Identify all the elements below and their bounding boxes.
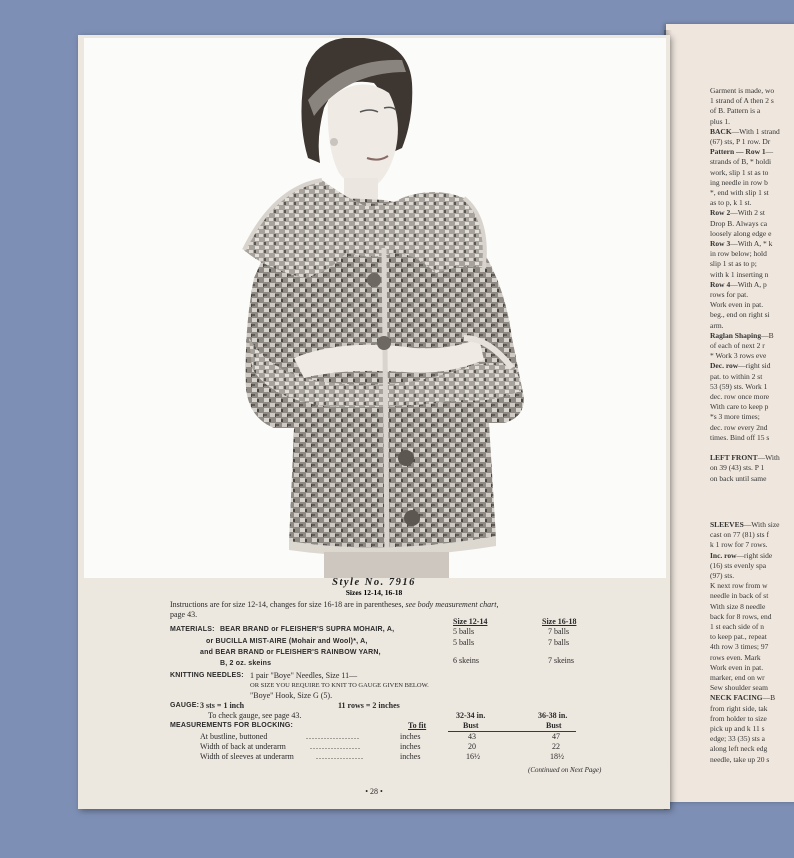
- measure-row-3-col2: 18½: [550, 752, 564, 761]
- measure-row-1-col1: 43: [468, 732, 476, 741]
- right-page-line-text: with k 1 inserting n: [710, 269, 769, 279]
- right-page-line-text: *s 3 more times;: [710, 412, 760, 422]
- right-page-line-text: work, slip 1 st as to: [710, 167, 769, 177]
- right-page-line: [710, 704, 768, 714]
- right-page-line-text: K next row from w: [710, 581, 768, 591]
- right-page-line-text: —With A, p: [730, 279, 767, 289]
- right-page-line-text: Garment is made, wo: [710, 86, 775, 95]
- right-page-line: [710, 433, 769, 443]
- right-page-line-text: rows for pat.: [710, 290, 749, 299]
- right-page-line-text: pat. to within 2 st: [710, 371, 763, 381]
- right-page-line: [710, 673, 765, 683]
- measure-row-2-leader: .................: [310, 742, 361, 751]
- right-page-line: [710, 372, 762, 382]
- right-page-line-text: —B: [762, 693, 776, 703]
- material-1-size-1: 5 balls: [453, 627, 475, 636]
- right-page-line: [710, 612, 771, 622]
- right-page-line: [710, 653, 761, 663]
- right-page-line: [710, 622, 764, 632]
- right-page-line-text: from holder to size: [710, 713, 767, 723]
- measure-row-3-col1: 16½: [466, 752, 480, 761]
- right-page-line-text: With size 8 needle: [710, 601, 766, 611]
- needles-line-2: OR SIZE YOU REQUIRE TO KNIT TO GAUGE GIVEN BELOW.: [250, 682, 429, 689]
- material-3: and BEAR BRAND or FLEISHER'S RAINBOW YARN,: [200, 649, 381, 656]
- right-page-line: [710, 453, 780, 463]
- right-page-line: [710, 361, 770, 371]
- right-page-line-heading: SLEEVES: [710, 520, 744, 529]
- right-page-line: [710, 714, 767, 724]
- right-page-line: [710, 106, 760, 116]
- right-page-line-text: —With A, * k: [730, 239, 773, 248]
- right-page-line-text: back for 8 rows, end: [710, 611, 772, 621]
- right-page-line-text: to keep pat., repeat: [710, 632, 767, 642]
- right-page-line: [710, 382, 767, 392]
- right-page-line: [710, 540, 768, 550]
- right-page-line: [710, 755, 769, 765]
- intro-chart-reference: see body measurement chart,: [405, 600, 499, 609]
- page-number: • 28 •: [365, 787, 383, 796]
- material-4-size-1: 6 skeins: [453, 656, 479, 665]
- gauge-rows: 11 rows = 2 inches: [338, 701, 400, 710]
- continued-note: (Continued on Next Page): [528, 766, 602, 774]
- material-4: B, 2 oz. skeins: [220, 660, 272, 667]
- right-page-line-text: cast on 77 (81) sts f: [710, 530, 769, 540]
- right-page-line: [710, 591, 768, 601]
- right-page-line-heading: Pattern — Row 1: [710, 147, 766, 157]
- right-page-line-text: (16) sts evenly spa: [710, 560, 767, 570]
- measure-row-2-label: Width of back at underarm: [200, 742, 286, 751]
- right-page-line-text: from right side, tak: [710, 703, 768, 713]
- right-page-line-text: as to p, k 1 st.: [710, 198, 752, 208]
- right-page-line: [710, 551, 772, 561]
- right-page-line-text: —With 1 strand: [731, 126, 780, 136]
- needles-line-3: "Boye" Hook, Size G (5).: [250, 691, 333, 700]
- right-page-line: [710, 147, 773, 157]
- measure-header-col2: 36-38 in.: [538, 711, 568, 720]
- size-header-2: Size 16-18: [542, 617, 577, 626]
- right-page-line-heading: NECK FACING: [710, 693, 763, 703]
- right-page-line-text: —: [765, 147, 774, 157]
- right-page-line: [710, 86, 774, 96]
- right-page-line-text: arm.: [710, 320, 724, 330]
- material-2-size-1: 5 balls: [453, 638, 475, 647]
- gauge-check: To check gauge, see page 43.: [208, 711, 302, 720]
- right-page-line-text: in row below; hold: [710, 249, 767, 259]
- right-page-line: [710, 642, 768, 652]
- right-page-line-text: Sew shoulder seam: [710, 683, 768, 693]
- right-page-line-text: Work even in pat.: [710, 662, 764, 672]
- model-illustration: [84, 38, 666, 578]
- material-4-size-2: 7 skeins: [548, 656, 574, 665]
- right-page-line-heading: Inc. row: [710, 550, 737, 560]
- right-page-line: [710, 310, 770, 320]
- right-page-line: [710, 321, 724, 331]
- right-page-line: [710, 530, 769, 540]
- right-page-line-text: ing needle in row b: [710, 177, 768, 187]
- right-page-line: [710, 392, 769, 402]
- materials-label: MATERIALS:: [170, 626, 215, 633]
- model-photo: [84, 38, 666, 578]
- material-1: BEAR BRAND or FLEISHER'S SUPRA MOHAIR, A,: [220, 626, 395, 633]
- right-page-line-text: (67) sts, P 1 row. Dr: [710, 137, 771, 146]
- right-page-line-heading: Row 2: [710, 208, 731, 218]
- measure-sub-col1: Bust: [463, 721, 479, 730]
- style-title: Style No. 7916: [332, 577, 416, 588]
- right-page-line: [710, 402, 768, 412]
- right-page-line-heading: Dec. row: [710, 361, 739, 371]
- right-page-line: [710, 168, 768, 178]
- right-page-line: [710, 249, 767, 259]
- right-page-line-text: on back until same: [710, 473, 767, 483]
- size-header-1: Size 12-14: [453, 617, 488, 626]
- right-page-line: [710, 137, 770, 147]
- right-page-line-text: 53 (59) sts. Work 1: [710, 381, 768, 391]
- right-page: [666, 24, 794, 802]
- right-page-line: [710, 188, 769, 198]
- left-page: [78, 35, 670, 809]
- right-page-line-text: strands of B, * holdi: [710, 157, 772, 167]
- right-page-line: [710, 239, 772, 249]
- right-page-line: [710, 341, 765, 351]
- right-page-line: [710, 331, 774, 341]
- right-page-line: [710, 581, 768, 591]
- right-page-line: [710, 290, 748, 300]
- measure-row-1-label: At bustline, buttoned: [200, 732, 268, 741]
- right-page-line-text: plus 1.: [710, 116, 731, 126]
- intro-line-2: page 43.: [170, 610, 198, 619]
- right-page-line: [710, 300, 763, 310]
- right-page-line-heading: BACK: [710, 126, 732, 136]
- right-page-line-text: dec. row once more: [710, 392, 770, 401]
- right-page-line-heading: Raglan Shaping: [710, 330, 762, 340]
- right-page-line-text: loosely along edge e: [710, 228, 772, 238]
- right-page-line: [710, 571, 734, 581]
- measure-row-1-leader: ..................: [306, 732, 360, 741]
- right-page-line-text: pick up and k 11 s: [710, 724, 765, 733]
- intro-line-1: [170, 600, 498, 610]
- right-page-line-text: —With: [757, 453, 780, 463]
- right-page-line: [710, 520, 780, 530]
- right-page-line-text: of each of next 2 r: [710, 341, 765, 350]
- right-page-line: [710, 229, 771, 239]
- measure-row-3-leader: ................: [316, 752, 364, 761]
- right-page-line: [710, 351, 766, 361]
- right-page-line: [710, 463, 764, 473]
- right-page-line: [710, 683, 768, 693]
- right-page-line: [710, 127, 780, 137]
- right-page-line: [710, 744, 767, 754]
- measure-row-3-unit: inches: [400, 752, 421, 761]
- right-page-line: [710, 157, 771, 167]
- right-page-line-text: 4th row 3 times; 97: [710, 642, 769, 652]
- right-page-line-text: (97) sts.: [710, 571, 735, 580]
- gauge-stitches: 3 sts = 1 inch: [200, 701, 245, 710]
- material-1-size-2: 7 balls: [548, 627, 570, 636]
- right-page-line: [710, 693, 775, 703]
- right-page-line: [710, 423, 767, 433]
- needles-label: KNITTING NEEDLES:: [170, 672, 244, 679]
- right-page-line-text: needle, take up 20 s: [710, 754, 770, 764]
- right-page-line-text: needle in back of st: [710, 591, 769, 601]
- right-page-line-text: —With 2 st: [730, 208, 765, 218]
- measure-row-1-col2: 47: [552, 732, 560, 741]
- right-page-line-text: *, end with slip 1 st: [710, 188, 769, 197]
- right-page-line-text: Drop B. Always ca: [710, 218, 768, 228]
- measure-sub-col2: Bust: [546, 721, 562, 730]
- right-page-line: [710, 412, 760, 422]
- needles-line-1: 1 pair "Boye" Needles, Size 11—: [250, 671, 358, 680]
- right-page-line: [710, 117, 730, 127]
- right-page-line-text: dec. row every 2nd: [710, 422, 768, 432]
- right-page-line-heading: Row 4: [710, 279, 731, 289]
- intro-text: Instructions are for size 12-14, changes for size 16-18 are in parentheses,: [170, 600, 406, 609]
- measure-row-2-unit: inches: [400, 742, 421, 751]
- right-page-line-text: —right sid: [738, 361, 771, 371]
- measure-row-3-label: Width of sleeves at underarm: [200, 752, 294, 761]
- right-page-line-text: slip 1 st as to p;: [710, 259, 757, 269]
- right-page-line-text: 1 st each side of n: [710, 622, 764, 631]
- right-page-line: [710, 270, 768, 280]
- right-page-line: [710, 734, 765, 744]
- measurements-label: MEASUREMENTS FOR BLOCKING:: [170, 722, 294, 729]
- right-page-line-text: of B. Pattern is a: [710, 106, 761, 116]
- right-page-line-text: rows even. Mark: [710, 652, 761, 662]
- right-page-line-text: marker, end on wr: [710, 673, 765, 682]
- right-page-line: [710, 632, 767, 642]
- right-page-line-text: beg., end on right si: [710, 310, 770, 320]
- material-2: or BUCILLA MIST-AIRE (Mohair and Wool)*, A,: [206, 638, 368, 645]
- right-page-line: [710, 178, 768, 188]
- right-page-line: [710, 561, 766, 571]
- right-page-line-text: edge; 33 (35) sts a: [710, 734, 765, 744]
- right-page-line-text: With care to keep p: [710, 402, 769, 412]
- measure-row-1-unit: inches: [400, 732, 421, 741]
- right-page-line-text: k 1 row for 7 rows.: [710, 540, 768, 550]
- right-page-line-text: —With size: [743, 520, 780, 529]
- right-page-line-text: —B: [761, 330, 774, 340]
- right-page-line-text: * Work 3 rows eve: [710, 351, 767, 361]
- right-page-line-heading: LEFT FRONT: [710, 453, 758, 463]
- material-2-size-2: 7 balls: [548, 638, 570, 647]
- right-page-line: [710, 474, 766, 484]
- right-page-line-text: times. Bind off 15 s: [710, 432, 770, 442]
- measure-header-tofit: To fit: [408, 721, 427, 730]
- measure-row-2-col1: 20: [468, 742, 476, 751]
- right-page-line: [710, 724, 765, 734]
- right-page-line: [710, 219, 767, 229]
- gauge-label: GAUGE:: [170, 702, 200, 709]
- right-page-line-heading: Row 3: [710, 239, 731, 248]
- right-page-line: [710, 208, 765, 218]
- right-page-line-text: 1 strand of A then 2 s: [710, 96, 774, 106]
- right-page-line-text: Work even in pat.: [710, 300, 764, 310]
- measure-header-col1: 32-34 in.: [456, 711, 486, 720]
- right-page-line-text: on 39 (43) sts. P 1: [710, 463, 765, 473]
- right-page-line: [710, 96, 774, 106]
- measure-row-2-col2: 22: [552, 742, 560, 751]
- right-page-line-text: —right side: [736, 550, 773, 560]
- right-page-line: [710, 198, 751, 208]
- right-page-line: [710, 663, 763, 673]
- style-sizes: Sizes 12-14, 16-18: [345, 588, 403, 597]
- right-page-line-text: along left neck edg: [710, 744, 768, 754]
- right-page-line: [710, 602, 765, 612]
- right-page-line: [710, 280, 767, 290]
- right-page-line: [710, 259, 757, 269]
